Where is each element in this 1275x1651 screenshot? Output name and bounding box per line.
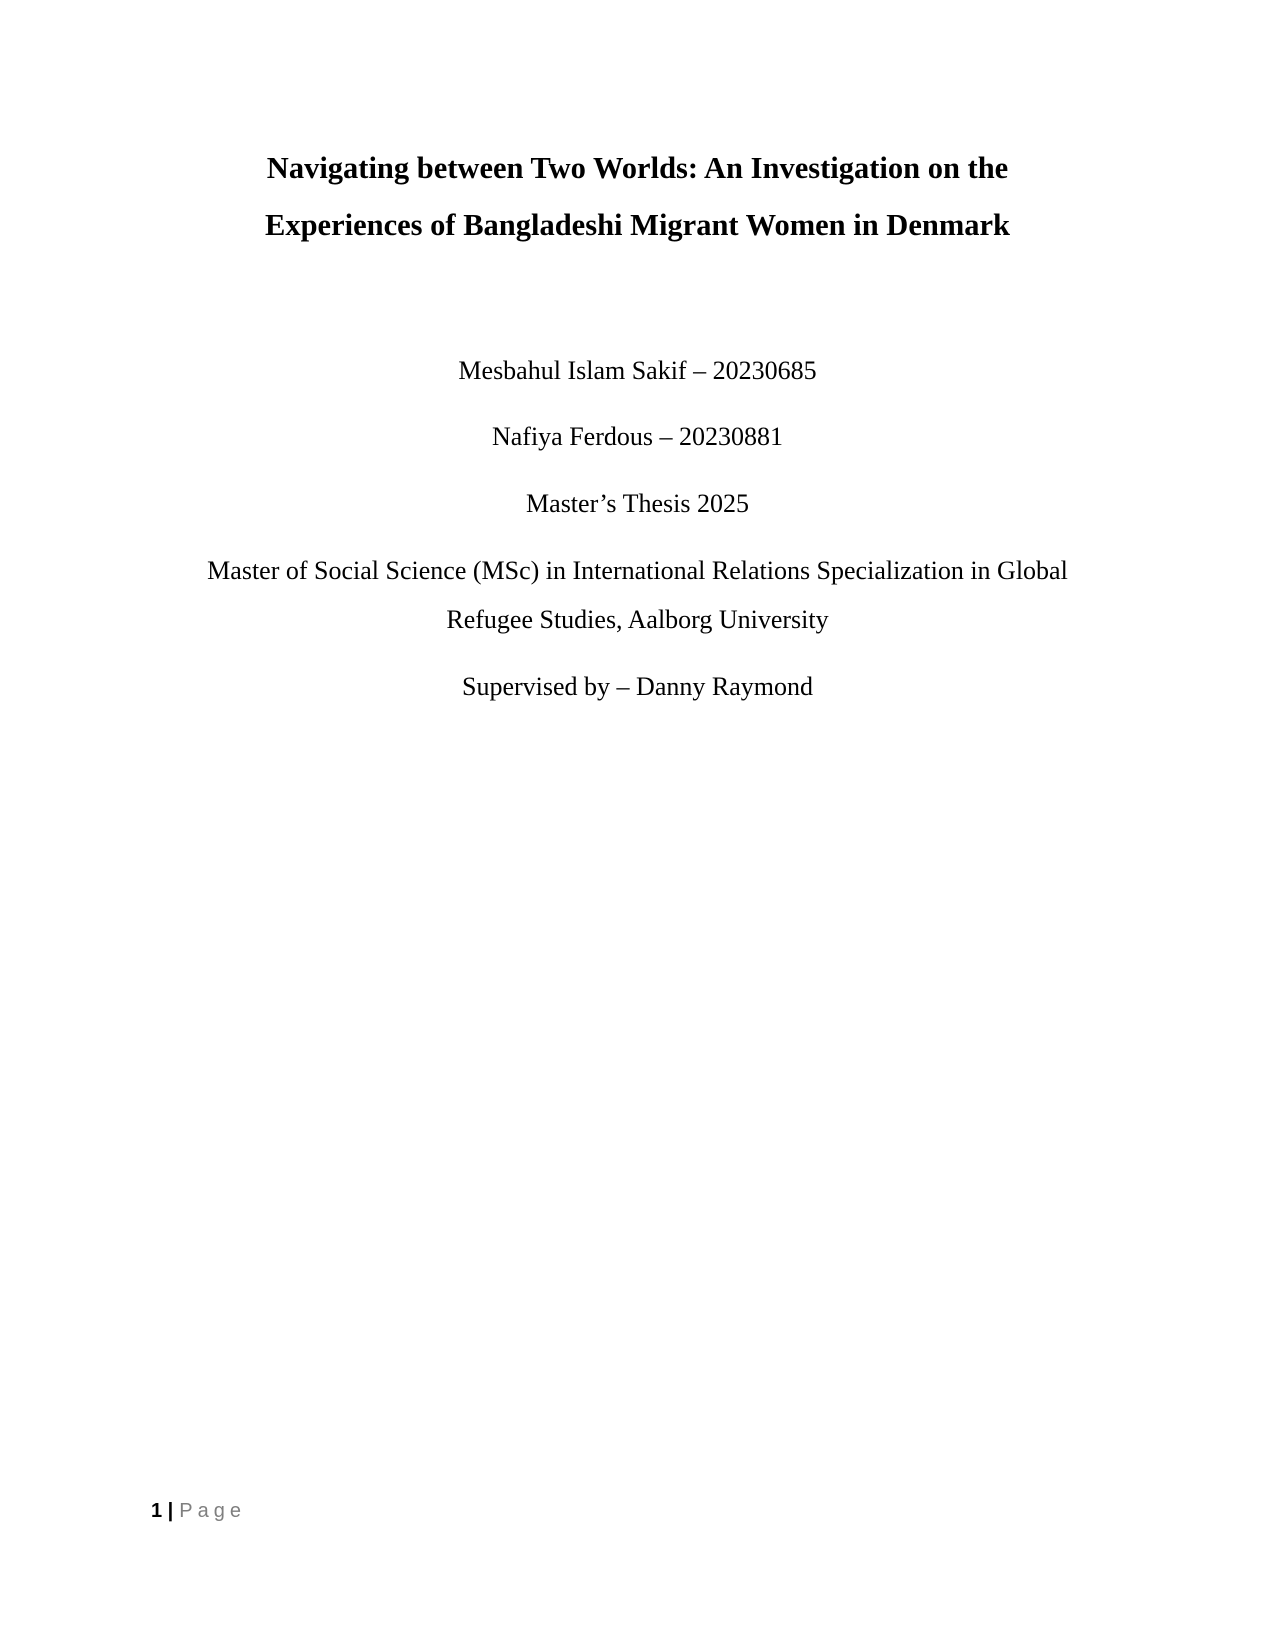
title-line-1: Navigating between Two Worlds: An Investigation on the [266, 151, 1009, 185]
page-footer [151, 1500, 246, 1523]
page-number: 1 | [151, 1500, 174, 1522]
document-title [0, 140, 1275, 254]
supervisor: Supervised by – Danny Raymond [462, 672, 813, 701]
title-line-2: Experiences of Bangladeshi Migrant Women in Denmark [264, 208, 1010, 242]
program-line-2: Refugee Studies, Aalborg University [446, 605, 829, 634]
thesis-label: Master’s Thesis 2025 [526, 489, 749, 518]
author-2: Nafiya Ferdous – 20230881 [491, 422, 783, 451]
author-1: Mesbahul Islam Sakif – 20230685 [458, 356, 817, 385]
page-label: Page [179, 1500, 246, 1522]
program-line-1: Master of Social Science (MSc) in International Relations Specialization in Global [207, 556, 1068, 585]
